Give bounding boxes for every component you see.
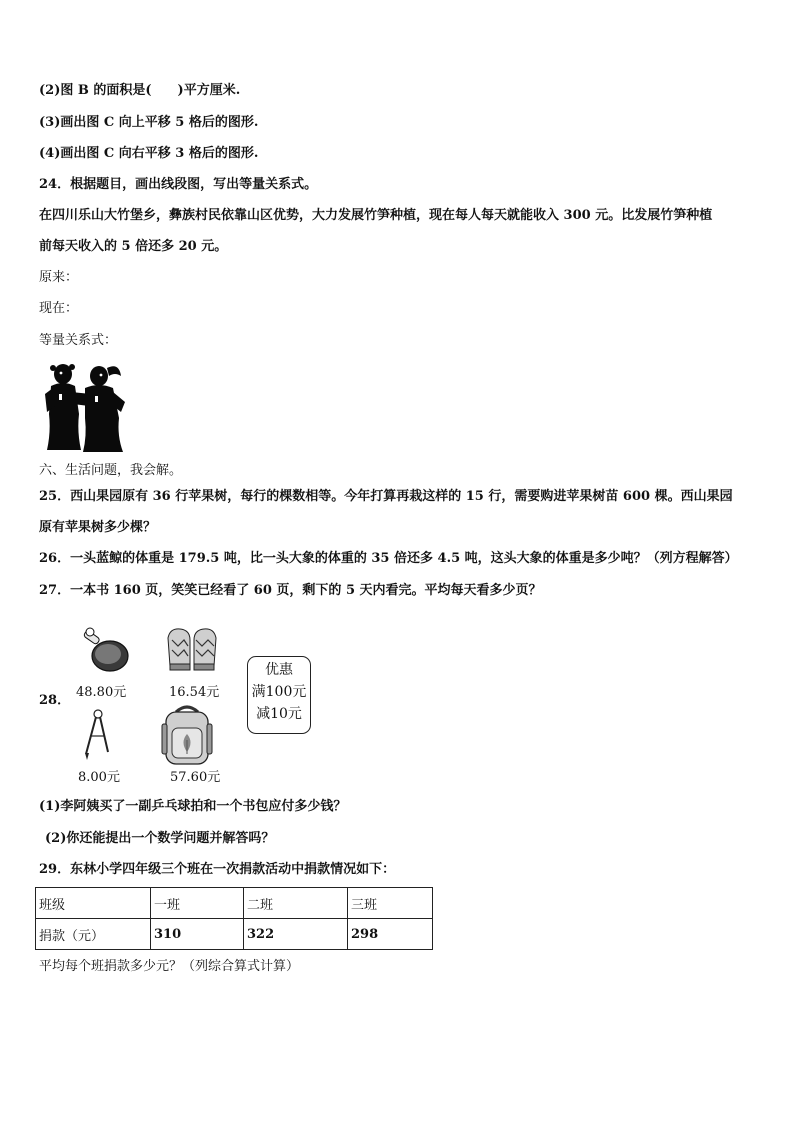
table-header-row xyxy=(36,888,433,919)
q29-title: 29．东林小学四年级三个班在一次捐款活动中捐款情况如下： xyxy=(39,862,396,877)
q23-part4: (4)画出图 C 向右平移 3 格后的图形. xyxy=(39,146,259,161)
paddle-price: 48.80元 xyxy=(76,685,127,700)
promotion-box xyxy=(247,656,311,734)
q27: 27．一本书 160 页，笑笑已经看了 60 页，剩下的 5 天内看完。平均每天看多少页？ xyxy=(39,583,542,598)
compass-price: 8.00元 xyxy=(78,770,120,785)
q24-now-label: 现在： xyxy=(39,301,79,316)
backpack-icon xyxy=(158,704,216,766)
donation-table xyxy=(35,887,433,950)
gloves-icon xyxy=(164,626,220,674)
table-row xyxy=(36,919,433,950)
q23-part2-text-b: )平方厘米. xyxy=(177,83,241,98)
q28-label: 28． xyxy=(39,693,71,708)
gloves-price: 16.54元 xyxy=(169,685,220,700)
q24-body-line2: 前每天收入的 5 倍还多 20 元。 xyxy=(39,239,228,254)
ping-pong-paddle-icon xyxy=(78,626,134,674)
promo-title: 优惠 xyxy=(265,662,293,678)
q24-relation-label: 等量关系式： xyxy=(39,333,118,348)
q28-part2: (2)你还能提出一个数学问题并解答吗？ xyxy=(45,831,275,846)
table-cell: 一班 xyxy=(151,888,244,919)
q23-part2-text-a: (2)图 B 的面积是( xyxy=(39,83,152,98)
backpack-price: 57.60元 xyxy=(170,770,221,785)
promo-threshold: 满100元 xyxy=(251,684,307,700)
compass-icon xyxy=(80,708,114,760)
q25-line2: 原有苹果树多少棵？ xyxy=(39,520,157,535)
table-cell: 捐款（元） xyxy=(36,919,151,950)
q26: 26．一头蓝鲸的体重是 179.5 吨，比一头大象的体重的 35 倍还多 4.5 吨，这头大象的体重是多少吨？（列方程解答） xyxy=(39,551,738,566)
q29-question: 平均每个班捐款多少元？（列综合算式计算） xyxy=(39,959,300,974)
section-six-title: 六、生活问题，我会解。 xyxy=(39,463,183,478)
table-cell: 二班 xyxy=(244,888,348,919)
silhouette-figures-image xyxy=(41,362,129,454)
table-cell: 322 xyxy=(244,919,348,950)
q23-part2 xyxy=(39,82,774,100)
q24-before-label: 原来： xyxy=(39,270,79,285)
q23-part3: (3)画出图 C 向上平移 5 格后的图形. xyxy=(39,115,259,130)
table-cell: 班级 xyxy=(36,888,151,919)
table-cell: 298 xyxy=(348,919,433,950)
q24-body-line1: 在四川乐山大竹堡乡，彝族村民依靠山区优势，大力发展竹笋种植，现在每人每天就能收入 300 元。比发展竹笋种植 xyxy=(39,208,713,223)
table-cell: 三班 xyxy=(348,888,433,919)
table-cell: 310 xyxy=(151,919,244,950)
promo-discount: 减10元 xyxy=(256,706,302,722)
q25-line1: 25．西山果园原有 36 行苹果树，每行的棵数相等。今年打算再栽这样的 15 行，需要购进苹果树苗 600 棵。西山果园 xyxy=(39,489,733,504)
q24-title: 24．根据题目，画出线段图，写出等量关系式。 xyxy=(39,177,318,192)
q28-part1: (1)李阿姨买了一副乒乓球拍和一个书包应付多少钱？ xyxy=(39,799,347,814)
